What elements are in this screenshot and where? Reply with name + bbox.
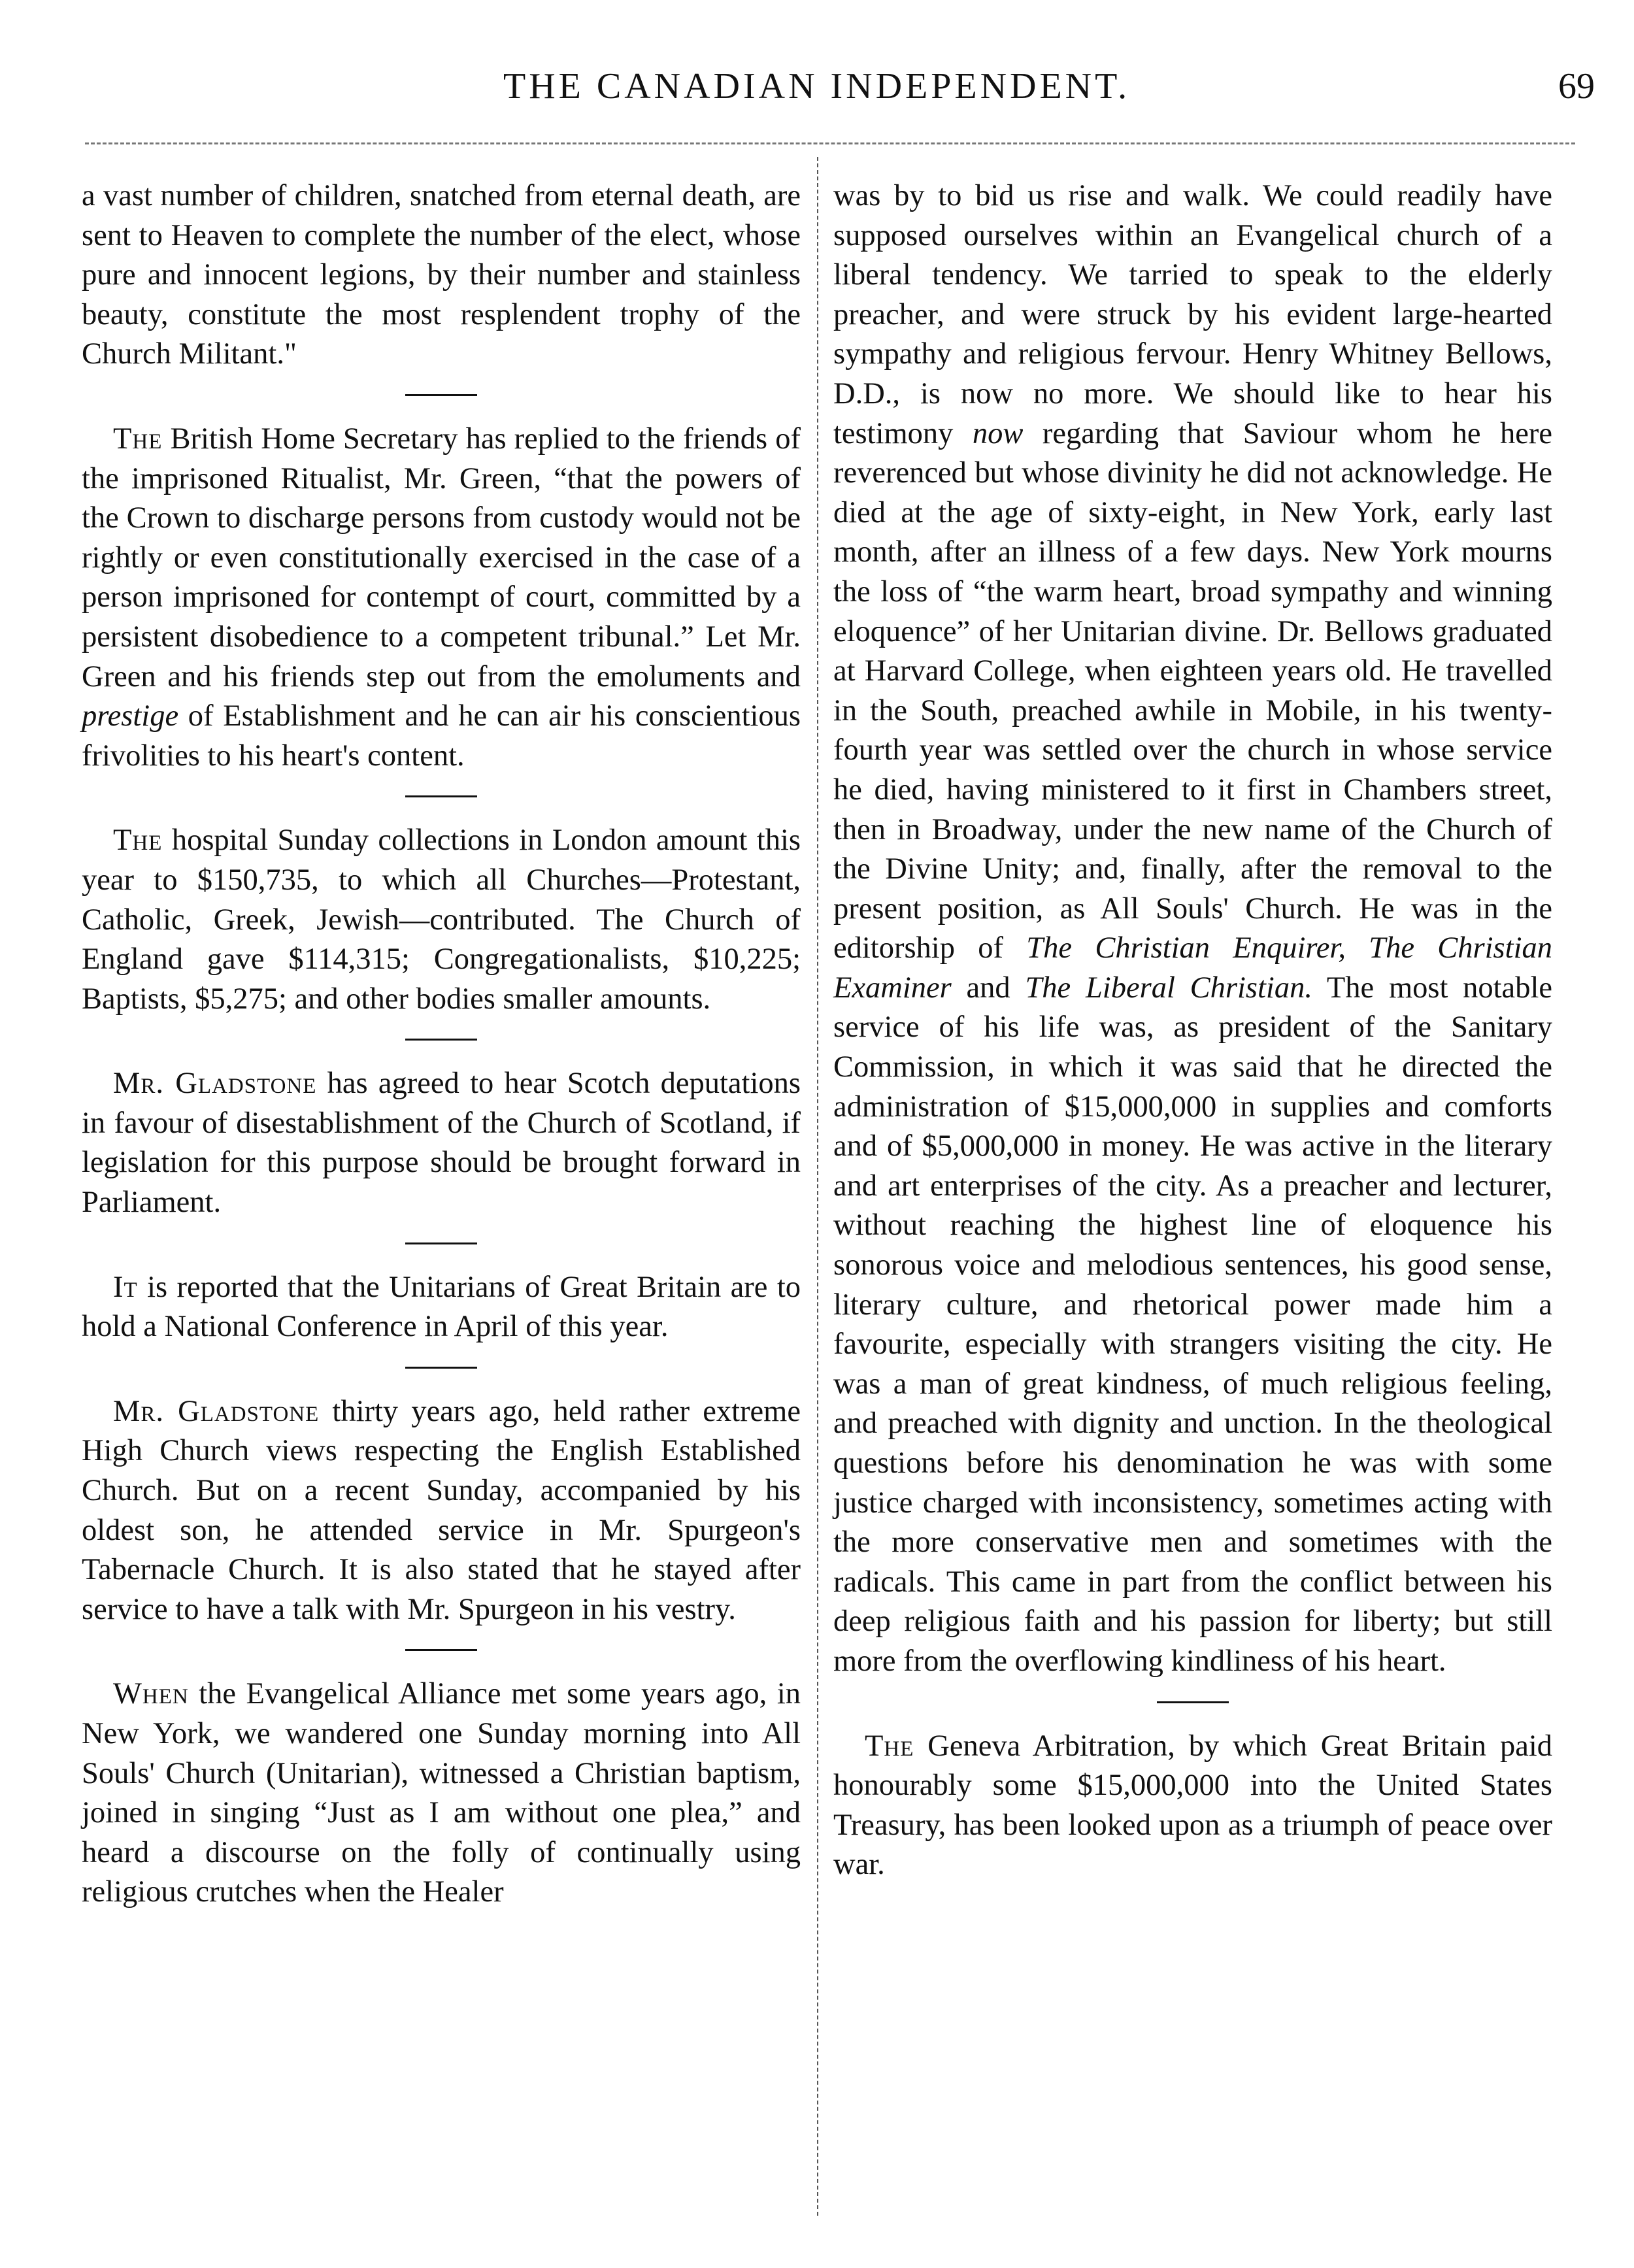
lead-word: The [113, 824, 163, 858]
paragraph-geneva-arbitration [833, 1727, 1552, 1885]
paragraph-text: regarding that Saviour whom he here reverenced but whose divinity he did not acknowledge. He died at the age of sixty-eight, in New York, early last month, after an illness of a few days. New York mourns the loss of “the warm heart, broad sympathy and winning eloquence” of her Unitarian divine. Dr. Bellows graduated at Harvard College, when eighteen years old. He travelled in the South, preached awhile in Mobile, in his twenty-fourth year was settled over the church in whose service he died, having ministered to it first in Chambers street, then in Broadway, under the new name of the Church of the Divine Unity; and, finally, after the removal to the present position, as All Souls' Church. He was in the editorship of [833, 416, 1553, 965]
lead-word: The [865, 1729, 914, 1763]
paragraph-bellows [833, 176, 1552, 1682]
paragraph-text: thirty years ago, held rather extreme High Church views respecting the English Established Church. But on a recent Sunday, accompanied by his oldest son, he attended service in Mr. Spurgeon's Tabernacle Church. It is also stated that he stayed after service to have a talk with Mr. Spurgeon in his vestry. [82, 1394, 801, 1626]
lead-word: The [113, 422, 163, 456]
section-rule [405, 1649, 477, 1651]
paragraph-text: a vast number of children, snatched from eternal death, are sent to Heaven to complete the number of the elect, whose pure and innocent legions, by their number and stainless beauty, constitute the most resplendent trophy of the Church Militant." [82, 179, 801, 371]
page-header [0, 65, 1634, 118]
paragraph-text: British Home Secretary has replied to the friends of the imprisoned Ritualist, Mr. Green, “that the powers of the Crown to discharge persons from custody would not be rightly or even constitutionally exercised in the case of a person imprisoned for contempt of court, committed by a persistent disobedience to a competent tribunal.” Let Mr. Green and his friends step out from the emoluments and [82, 422, 801, 693]
section-rule [405, 1367, 477, 1369]
paragraph-text: The most notable service of his life was, as president of the Sanitary Commission, in which it was said that he directed the administration of $15,000,000 in supplies and comforts and of $5,000,000 in money. He was active in the literary and art enterprises of the city. As a preacher and lecturer, without reaching the highest line of eloquence his sonorous voice and melodious sentences, his good sense, literary culture, and rhetorical power made him a favourite, especially with strangers visiting the city. He was a man of great kindness, of much religious feeling, and preached with dignity and unction. In the theological questions before his denomination he was with some justice charged with inconsistency, sometimes acting with the more conservative men and sometimes with the radicals. This came in part from the conflict between his deep religious faith and his passion for liberty; but still more from the overflowing kindliness of his heart. [833, 971, 1553, 1678]
paragraph-hospital-sunday [82, 821, 801, 1019]
section-rule [1157, 1701, 1229, 1703]
lead-word: Mr. Gladstone [113, 1394, 320, 1428]
paragraph-gladstone-spurgeon [82, 1392, 801, 1630]
column-divider [817, 157, 818, 2216]
italic-text: now [972, 416, 1024, 450]
paragraph-ritualist [82, 420, 801, 776]
left-column [82, 176, 801, 1912]
paragraph-unitarians [82, 1268, 801, 1347]
paragraph-text: hospital Sunday collections in London amount this year to $150,735, to which all Churches—Protestant, Catholic, Greek, Jewish—contributed. The Church of England gave $114,315; Congregationalists, $10,225; Baptists, $5,275; and other bodies smaller amounts. [82, 824, 801, 1016]
italic-text: The Christian Enquirer, The Christian Examiner [833, 931, 1552, 1005]
paragraph-text: of Establishment and he can air his conscientious frivolities to his heart's content. [82, 699, 801, 773]
lead-word: Mr. Gladstone [113, 1067, 317, 1101]
italic-text: The Liberal Christian. [1025, 971, 1312, 1005]
lead-word: When [113, 1677, 189, 1711]
paragraph-text: has agreed to hear Scotch deputations in favour of disestablishment of the Church of Scotland, if legislation for this purpose should be brought forward in Parliament. [82, 1067, 801, 1220]
right-column [833, 176, 1552, 1885]
header-rule [85, 142, 1575, 144]
italic-text: prestige [82, 699, 179, 733]
paragraph-text: the Evangelical Alliance met some years ago, in New York, we wandered one Sunday morning into All Souls' Church (Unitarian), witnessed a Christian baptism, joined in singing “Just as I am without one plea,” and heard a discourse on the folly of continually using religious crutches when the Healer [82, 1677, 801, 1909]
paragraph-continuation [82, 176, 801, 375]
running-head: THE CANADIAN INDEPENDENT. [503, 66, 1131, 107]
page-number: 69 [1558, 66, 1595, 107]
paragraph-text: and [951, 971, 1025, 1005]
lead-word: It [113, 1270, 138, 1304]
paragraph-text: was by to bid us rise and walk. We could readily have supposed ourselves within an Evangelical church of a liberal tendency. We tarried to speak to the elderly preacher, and were struck by his evident large-hearted sympathy and religious fervour. Henry Whitney Bellows, D.D., is now no more. We should like to hear his testimony [833, 179, 1552, 450]
section-rule [405, 1242, 477, 1244]
section-rule [405, 795, 477, 797]
paragraph-evangelical-alliance [82, 1675, 801, 1912]
section-rule [405, 394, 477, 396]
paragraph-text: Geneva Arbitration, by which Great Britain paid honourably some $15,000,000 into the United States Treasury, has been looked upon as a triumph of peace over war. [833, 1729, 1552, 1882]
paragraph-gladstone-scotch [82, 1064, 801, 1222]
section-rule [405, 1039, 477, 1041]
paragraph-text: is reported that the Unitarians of Great Britain are to hold a National Conference in April of this year. [82, 1270, 801, 1344]
